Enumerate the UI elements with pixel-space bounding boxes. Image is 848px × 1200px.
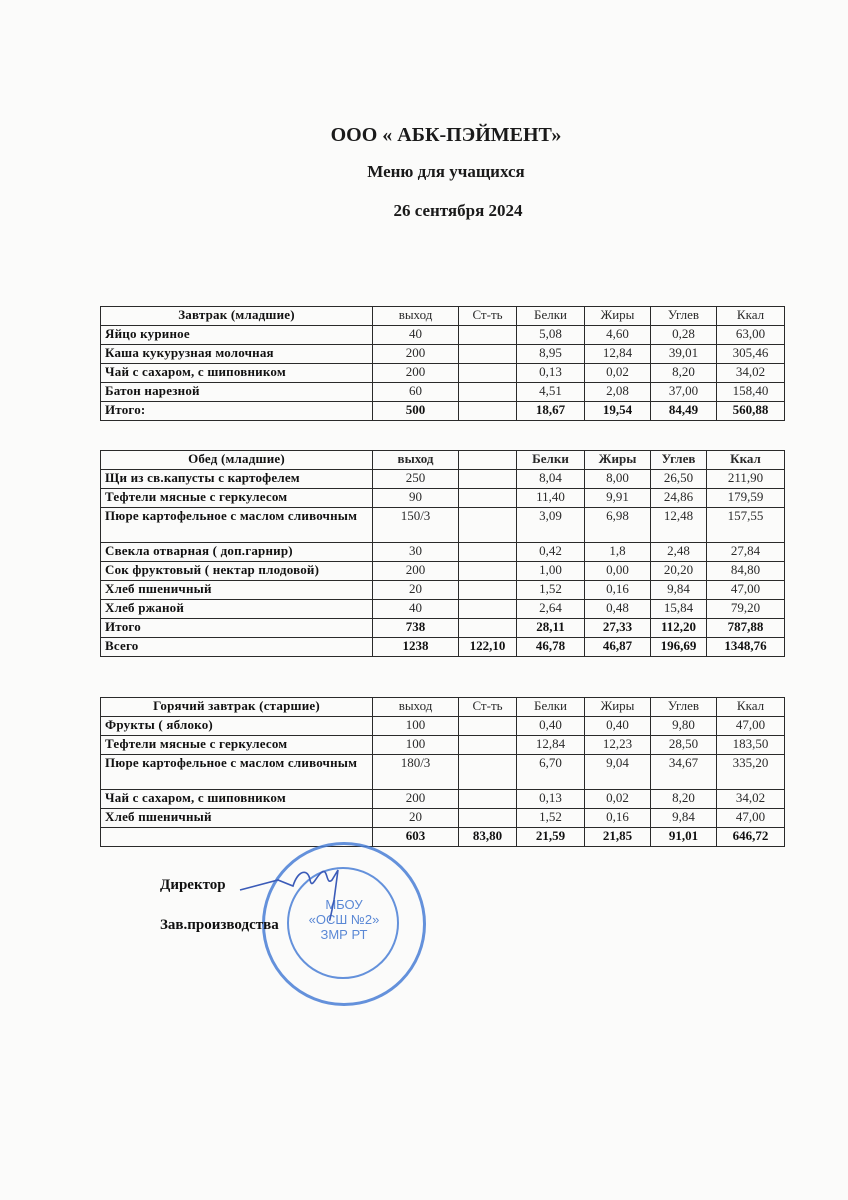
- table-row: [101, 755, 785, 790]
- table-header-row: [101, 698, 785, 717]
- carbs: 8,20: [651, 790, 717, 809]
- yield: 100: [373, 717, 459, 736]
- carbs: 37,00: [651, 383, 717, 402]
- cost: [459, 470, 517, 489]
- table-row: [101, 562, 785, 581]
- stamp-line-3: ЗМР РТ: [320, 927, 368, 942]
- total-fat: 19,54: [585, 402, 651, 421]
- dish-name: Чай с сахаром, с шиповником: [101, 364, 373, 383]
- table-row: [101, 717, 785, 736]
- grand-total-row: [101, 638, 785, 657]
- cost: [459, 562, 517, 581]
- grand-total-cost: 122,10: [459, 638, 517, 657]
- yield: 200: [373, 345, 459, 364]
- kcal: 47,00: [717, 809, 785, 828]
- dish-name: Фрукты ( яблоко): [101, 717, 373, 736]
- fat: 0,40: [585, 717, 651, 736]
- section-title: Завтрак (младшие): [101, 307, 373, 326]
- yield: 40: [373, 600, 459, 619]
- col-kcal: Ккал: [717, 698, 785, 717]
- yield: 20: [373, 809, 459, 828]
- protein: 1,52: [517, 581, 585, 600]
- menu-date: 26 сентября 2024: [393, 201, 523, 220]
- kcal: 34,02: [717, 790, 785, 809]
- fat: 9,91: [585, 489, 651, 508]
- kcal: 27,84: [707, 543, 785, 562]
- kcal: 63,00: [717, 326, 785, 345]
- col-kcal: Ккал: [717, 307, 785, 326]
- kcal: 335,20: [717, 755, 785, 790]
- carbs: 34,67: [651, 755, 717, 790]
- kcal: 305,46: [717, 345, 785, 364]
- carbs: 39,01: [651, 345, 717, 364]
- fat: 0,16: [585, 809, 651, 828]
- col-cost: [459, 451, 517, 470]
- section-title: Горячий завтрак (старшие): [101, 698, 373, 717]
- kcal: 84,80: [707, 562, 785, 581]
- cost: [459, 543, 517, 562]
- fat: 0,16: [585, 581, 651, 600]
- dish-name: Хлеб пшеничный: [101, 581, 373, 600]
- fat: 4,60: [585, 326, 651, 345]
- yield: 200: [373, 790, 459, 809]
- dish-name: Хлеб пшеничный: [101, 809, 373, 828]
- lunch-juniors-table: [100, 450, 785, 657]
- yield: 150/3: [373, 508, 459, 543]
- fat: 6,98: [585, 508, 651, 543]
- total-yield: 738: [373, 619, 459, 638]
- table-row: [101, 600, 785, 619]
- carbs: 9,80: [651, 717, 717, 736]
- col-cost: Ст-ть: [459, 698, 517, 717]
- kcal: 158,40: [717, 383, 785, 402]
- cost: [459, 489, 517, 508]
- kcal: 211,90: [707, 470, 785, 489]
- total-fat: 21,85: [585, 828, 651, 847]
- protein: 6,70: [517, 755, 585, 790]
- stamp-line-2: «ОСШ №2»: [308, 912, 380, 927]
- col-carbs: Углев: [651, 307, 717, 326]
- total-label: Итого: [101, 619, 373, 638]
- fat: 0,00: [585, 562, 651, 581]
- stamp-line-1: МБОУ: [325, 897, 363, 912]
- dish-name: Чай с сахаром, с шиповником: [101, 790, 373, 809]
- total-cost: 83,80: [459, 828, 517, 847]
- protein: 3,09: [517, 508, 585, 543]
- col-protein: Белки: [517, 451, 585, 470]
- kcal: 47,00: [707, 581, 785, 600]
- col-protein: Белки: [517, 698, 585, 717]
- yield: 200: [373, 562, 459, 581]
- yield: 180/3: [373, 755, 459, 790]
- table-row: [101, 543, 785, 562]
- total-cost: [459, 619, 517, 638]
- grand-total-kcal: 1348,76: [707, 638, 785, 657]
- total-kcal: 560,88: [717, 402, 785, 421]
- fat: 0,02: [585, 790, 651, 809]
- yield: 20: [373, 581, 459, 600]
- carbs: 8,20: [651, 364, 717, 383]
- table-row: [101, 470, 785, 489]
- total-kcal: 646,72: [717, 828, 785, 847]
- grand-total-label: Всего: [101, 638, 373, 657]
- carbs: 26,50: [651, 470, 707, 489]
- protein: 1,00: [517, 562, 585, 581]
- dish-name: Сок фруктовый ( нектар плодовой): [101, 562, 373, 581]
- carbs: 28,50: [651, 736, 717, 755]
- col-yield: выход: [373, 698, 459, 717]
- carbs: 20,20: [651, 562, 707, 581]
- grand-total-fat: 46,87: [585, 638, 651, 657]
- protein: 8,95: [517, 345, 585, 364]
- dish-name: Каша кукурузная молочная: [101, 345, 373, 364]
- total-protein: 21,59: [517, 828, 585, 847]
- kcal: 34,02: [717, 364, 785, 383]
- cost: [459, 809, 517, 828]
- table-row: [101, 345, 785, 364]
- dish-name: Батон нарезной: [101, 383, 373, 402]
- cost: [459, 508, 517, 543]
- protein: 0,13: [517, 790, 585, 809]
- protein: 12,84: [517, 736, 585, 755]
- cost: [459, 364, 517, 383]
- table-row: [101, 489, 785, 508]
- col-kcal: Ккал: [707, 451, 785, 470]
- table-row: [101, 581, 785, 600]
- carbs: 9,84: [651, 581, 707, 600]
- total-cost: [459, 402, 517, 421]
- dish-name: Яйцо куриное: [101, 326, 373, 345]
- kcal: 157,55: [707, 508, 785, 543]
- protein: 11,40: [517, 489, 585, 508]
- cost: [459, 326, 517, 345]
- total-yield: 500: [373, 402, 459, 421]
- document-title: Меню для учащихся: [367, 162, 525, 181]
- total-row: [101, 828, 785, 847]
- total-kcal: 787,88: [707, 619, 785, 638]
- col-carbs: Углев: [651, 451, 707, 470]
- table-row: [101, 508, 785, 543]
- table-header-row: [101, 307, 785, 326]
- col-carbs: Углев: [651, 698, 717, 717]
- protein: 0,13: [517, 364, 585, 383]
- total-carbs: 112,20: [651, 619, 707, 638]
- yield: 30: [373, 543, 459, 562]
- table-row: [101, 326, 785, 345]
- col-fat: Жиры: [585, 307, 651, 326]
- cost: [459, 383, 517, 402]
- fat: 1,8: [585, 543, 651, 562]
- total-protein: 28,11: [517, 619, 585, 638]
- carbs: 9,84: [651, 809, 717, 828]
- kcal: 183,50: [717, 736, 785, 755]
- table-row: [101, 383, 785, 402]
- carbs: 15,84: [651, 600, 707, 619]
- yield: 90: [373, 489, 459, 508]
- dish-name: Свекла отварная ( доп.гарнир): [101, 543, 373, 562]
- protein: 2,64: [517, 600, 585, 619]
- fat: 9,04: [585, 755, 651, 790]
- protein: 4,51: [517, 383, 585, 402]
- cost: [459, 790, 517, 809]
- company-name: ООО « АБК-ПЭЙМЕНТ»: [330, 124, 562, 146]
- fat: 0,48: [585, 600, 651, 619]
- yield: 250: [373, 470, 459, 489]
- total-row: [101, 619, 785, 638]
- total-protein: 18,67: [517, 402, 585, 421]
- total-label: Итого:: [101, 402, 373, 421]
- hot-breakfast-seniors-table: [100, 697, 785, 847]
- yield: 60: [373, 383, 459, 402]
- table-row: [101, 809, 785, 828]
- table-row: [101, 790, 785, 809]
- fat: 12,84: [585, 345, 651, 364]
- table-row: [101, 364, 785, 383]
- col-protein: Белки: [517, 307, 585, 326]
- dish-name: Щи из св.капусты с картофелем: [101, 470, 373, 489]
- grand-total-carbs: 196,69: [651, 638, 707, 657]
- dish-name: Пюре картофельное с маслом сливочным: [101, 508, 373, 543]
- total-carbs: 91,01: [651, 828, 717, 847]
- dish-name: Тефтели мясные с геркулесом: [101, 489, 373, 508]
- director-label: Директор: [160, 877, 226, 893]
- carbs: 2,48: [651, 543, 707, 562]
- carbs: 24,86: [651, 489, 707, 508]
- protein: 0,42: [517, 543, 585, 562]
- total-fat: 27,33: [585, 619, 651, 638]
- col-yield: выход: [373, 307, 459, 326]
- col-fat: Жиры: [585, 451, 651, 470]
- cost: [459, 345, 517, 364]
- cost: [459, 581, 517, 600]
- kcal: 179,59: [707, 489, 785, 508]
- section-title: Обед (младшие): [101, 451, 373, 470]
- cost: [459, 600, 517, 619]
- table-header-row: [101, 451, 785, 470]
- kcal: 79,20: [707, 600, 785, 619]
- total-row: [101, 402, 785, 421]
- carbs: 12,48: [651, 508, 707, 543]
- protein: 1,52: [517, 809, 585, 828]
- protein: 8,04: [517, 470, 585, 489]
- cost: [459, 717, 517, 736]
- fat: 0,02: [585, 364, 651, 383]
- grand-total-yield: 1238: [373, 638, 459, 657]
- total-carbs: 84,49: [651, 402, 717, 421]
- table-row: [101, 736, 785, 755]
- grand-total-protein: 46,78: [517, 638, 585, 657]
- protein: 5,08: [517, 326, 585, 345]
- yield: 200: [373, 364, 459, 383]
- yield: 100: [373, 736, 459, 755]
- production-head-label: Зав.производства: [160, 917, 279, 933]
- fat: 12,23: [585, 736, 651, 755]
- kcal: 47,00: [717, 717, 785, 736]
- protein: 0,40: [517, 717, 585, 736]
- cost: [459, 736, 517, 755]
- col-cost: Ст-ть: [459, 307, 517, 326]
- breakfast-juniors-table: [100, 306, 785, 421]
- total-yield: 603: [373, 828, 459, 847]
- dish-name: Тефтели мясные с геркулесом: [101, 736, 373, 755]
- carbs: 0,28: [651, 326, 717, 345]
- fat: 2,08: [585, 383, 651, 402]
- dish-name: Пюре картофельное с маслом сливочным: [101, 755, 373, 790]
- fat: 8,00: [585, 470, 651, 489]
- yield: 40: [373, 326, 459, 345]
- dish-name: Хлеб ржаной: [101, 600, 373, 619]
- col-yield: выход: [373, 451, 459, 470]
- cost: [459, 755, 517, 790]
- col-fat: Жиры: [585, 698, 651, 717]
